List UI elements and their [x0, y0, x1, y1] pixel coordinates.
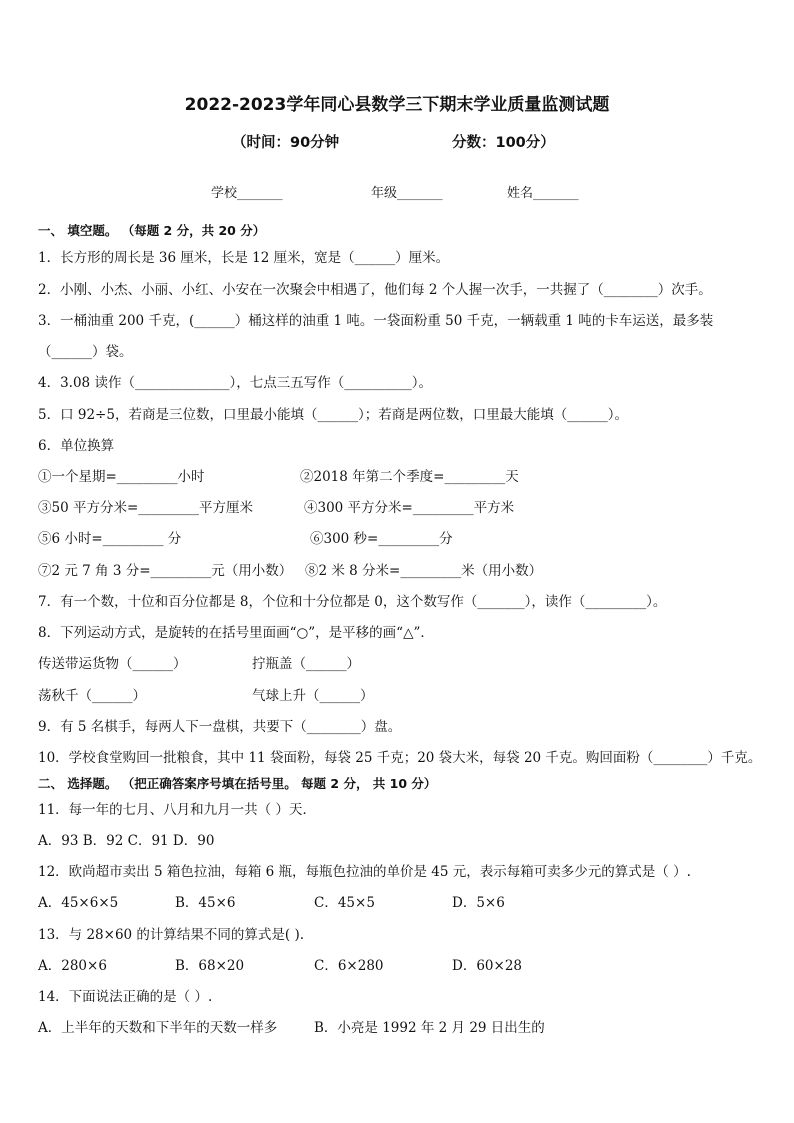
question-13-option-d: D．60×28: [452, 958, 522, 974]
question-3-line-1: 3．一桶油重 200 千克，(______）桶这样的油重 1 吨。一袋面粉重 50 千克，一辆载重 1 吨的卡车运送，最多装: [38, 313, 714, 329]
exam-score: 分数：100分）: [452, 135, 555, 151]
question-8: 8．下列运动方式，是旋转的在括号里面画“○”，是平移的画“△”．: [38, 625, 434, 641]
question-8-item-3: 荡秋千（______）: [38, 688, 146, 704]
question-12: 12．欧尚超市卖出 5 箱色拉油，每箱 6 瓶，每瓶色拉油的单价是 45 元，表示每箱可卖多少元的算式是（ ）.: [38, 864, 691, 880]
page-title: 2022-2023学年同心县数学三下期末学业质量监测试题: [184, 95, 610, 115]
question-14-option-b: B．小亮是 1992 年 2 月 29 日出生的: [314, 1020, 545, 1036]
question-14-option-a: A．上半年的天数和下半年的天数一样多: [38, 1020, 278, 1036]
question-13-option-a: A．280×6: [38, 958, 107, 974]
question-12-option-a: A．45×6×5: [38, 895, 119, 911]
question-9: 9．有 5 名棋手，每两人下一盘棋，共要下（________）盘。: [38, 719, 402, 735]
question-6-item-8: ⑧2 米 8 分米=_________米（用小数）: [305, 563, 543, 579]
question-10: 10．学校食堂购回一批粮食，其中 11 袋面粉，每袋 25 千克；20 袋大米，每袋 20 千克。购回面粉（________）千克。: [38, 750, 762, 766]
question-6: 6．单位换算: [38, 438, 115, 454]
question-6-item-1: ①一个星期=_________小时: [38, 469, 205, 485]
question-12-option-d: D．5×6: [452, 895, 505, 911]
section-fill-blank-title: 一、 填空题。 （每题 2 分，共 20 分）: [38, 223, 266, 238]
question-3-line-2: （______）袋。: [38, 344, 133, 360]
question-13-option-b: B．68×20: [175, 958, 245, 974]
question-5: 5．口 92÷5，若商是三位数，口里最小能填（______）；若商是两位数，口里最大能填（______）。: [38, 407, 628, 423]
question-6-item-7: ⑦2 元 7 角 3 分=_________元（用小数）: [38, 563, 293, 579]
question-12-option-c: C．45×5: [314, 895, 375, 911]
question-4: 4．3.08 读作（______________），七点三五写作（__________）。: [38, 375, 432, 391]
question-8-item-2: 拧瓶盖（______）: [252, 656, 360, 672]
question-11-options: A．93 B．92 C．91 D．90: [38, 833, 215, 849]
school-field: 学校_______: [211, 186, 283, 201]
name-field: 姓名_______: [507, 186, 579, 201]
question-6-item-4: ④300 平方分米=_________平方米: [304, 500, 515, 516]
question-14: 14．下面说法正确的是（ ）.: [38, 989, 213, 1005]
section-choice-title: 二、 选择题。 （把正确答案序号填在括号里。 每题 2 分， 共 10 分）: [38, 776, 437, 791]
question-12-option-b: B．45×6: [175, 895, 236, 911]
question-7: 7．有一个数，十位和百分位都是 8，个位和十分位都是 0，这个数写作（_______），读作（_________）。: [38, 594, 667, 610]
question-8-item-1: 传送带运货物（______）: [38, 656, 187, 672]
question-13-option-c: C．6×280: [314, 958, 384, 974]
question-2: 2．小刚、小杰、小丽、小红、小安在一次聚会中相遇了，他们每 2 个人握一次手，一共握了（________）次手。: [38, 282, 712, 298]
grade-field: 年级_______: [371, 186, 443, 201]
question-6-item-3: ③50 平方分米=_________平方厘米: [38, 500, 254, 516]
question-6-item-6: ⑥300 秒=_________分: [310, 531, 453, 547]
question-6-item-2: ②2018 年第二个季度=_________天: [300, 469, 519, 485]
question-1: 1．长方形的周长是 36 厘米，长是 12 厘米，宽是（______）厘米。: [38, 250, 450, 266]
question-13: 13．与 28×60 的计算结果不同的算式是( ).: [38, 927, 305, 943]
question-6-item-5: ⑤6 小时=_________ 分: [38, 531, 182, 547]
question-8-item-4: 气球上升（______）: [252, 688, 374, 704]
exam-time: （时间：90分钟: [232, 135, 340, 151]
question-11: 11．每一年的七月、八月和九月一共（ ）天．: [38, 802, 316, 818]
